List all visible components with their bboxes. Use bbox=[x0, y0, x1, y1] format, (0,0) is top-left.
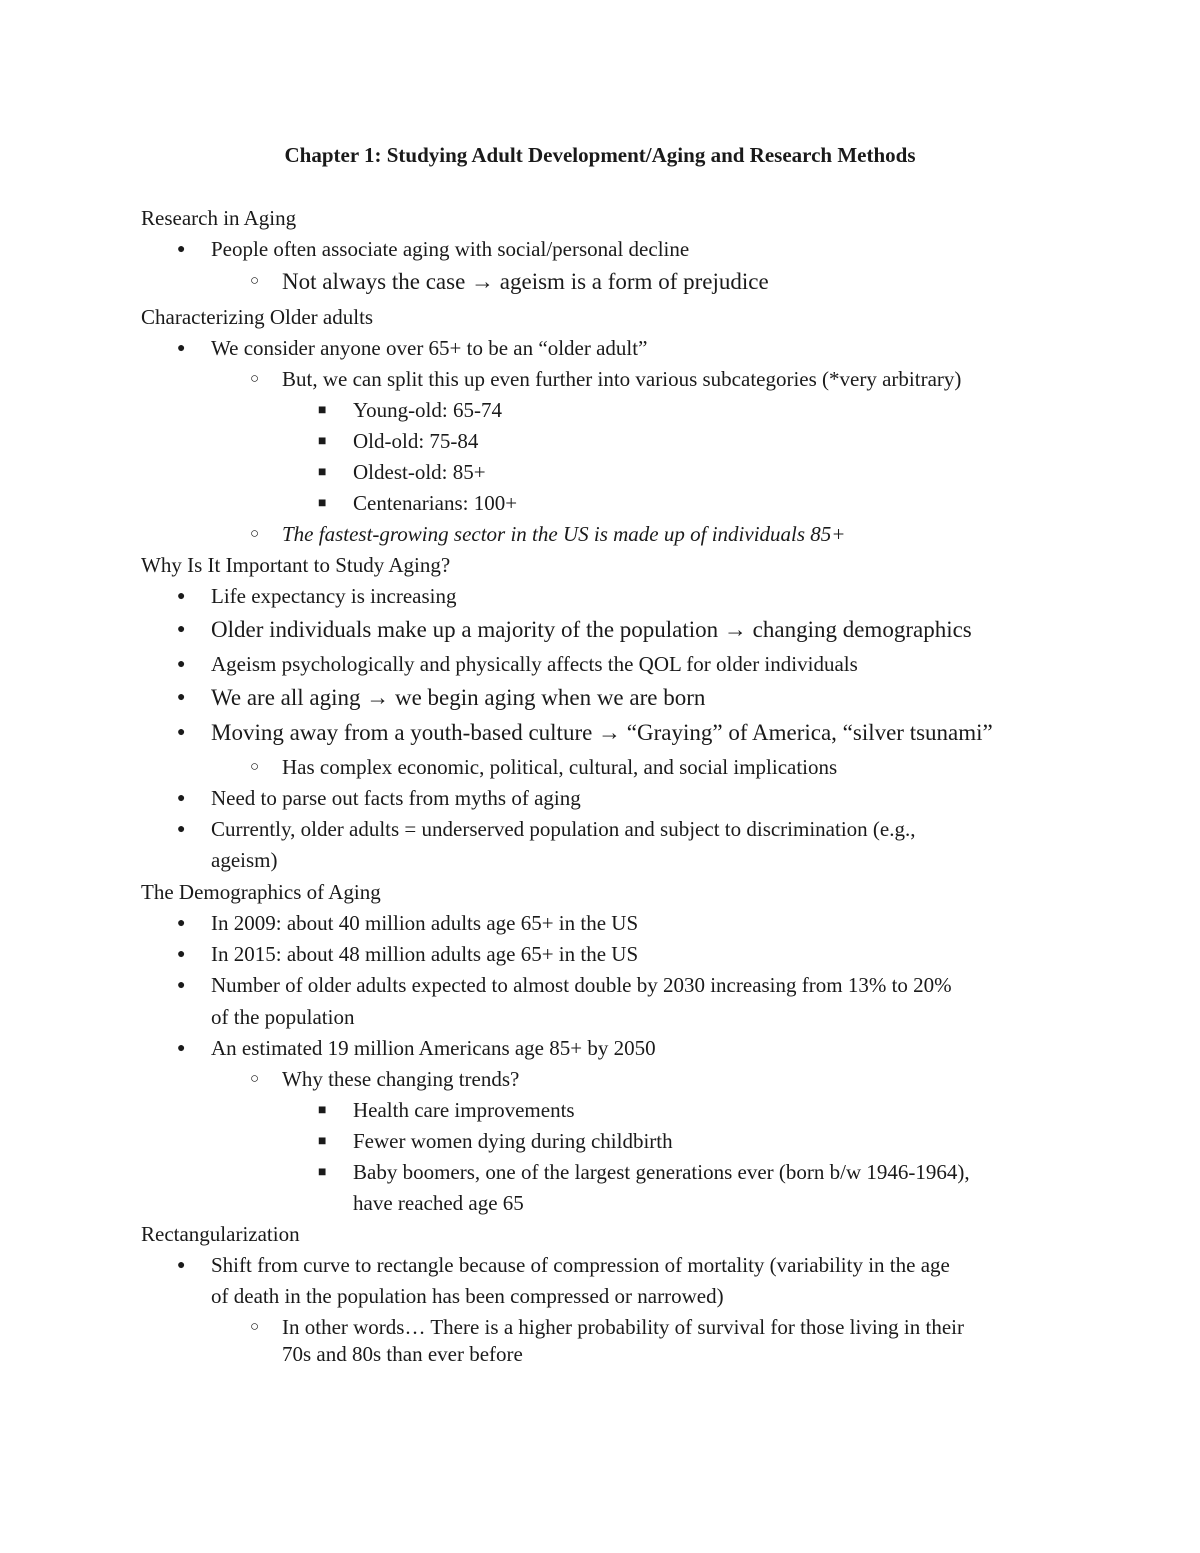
list-item: But, we can split this up even further into various subcategories (*very arbitrary) bbox=[282, 367, 962, 391]
list-item: We are all aging → we begin aging when we are born bbox=[211, 685, 706, 710]
list-item-continuation: have reached age 65 bbox=[353, 1191, 524, 1215]
bullet-level2: ○ bbox=[250, 759, 260, 775]
bullet-level1: ● bbox=[177, 690, 186, 705]
list-item: The fastest-growing sector in the US is made up of individuals 85+ bbox=[282, 522, 846, 546]
section-heading: The Demographics of Aging bbox=[141, 880, 381, 904]
list-item: In 2009: about 40 million adults age 65+ in the US bbox=[211, 911, 639, 935]
bullet-level1: ● bbox=[177, 725, 186, 740]
list-item: Why these changing trends? bbox=[282, 1067, 520, 1091]
bullet-level1: ● bbox=[177, 791, 186, 806]
list-item: Baby boomers, one of the largest generations ever (born b/w 1946-1964), bbox=[353, 1160, 970, 1184]
bullet-level1: ● bbox=[177, 978, 186, 993]
list-item: Has complex economic, political, cultural, and social implications bbox=[282, 755, 838, 779]
bullet-level3: ■ bbox=[318, 1134, 327, 1149]
section-heading: Research in Aging bbox=[141, 206, 297, 230]
section-heading: Characterizing Older adults bbox=[141, 305, 374, 329]
bullet-level3: ■ bbox=[318, 434, 327, 449]
list-item: In other words… There is a higher probability of survival for those living in their bbox=[282, 1315, 964, 1339]
bullet-level2: ○ bbox=[250, 1071, 260, 1087]
list-item-continuation: 70s and 80s than ever before bbox=[282, 1342, 523, 1366]
bullet-level1: ● bbox=[177, 622, 186, 637]
bullet-level1: ● bbox=[177, 822, 186, 837]
list-item: Older individuals make up a majority of the population → changing demographics bbox=[211, 617, 972, 642]
list-item: Number of older adults expected to almost double by 2030 increasing from 13% to 20% bbox=[211, 973, 952, 997]
list-item: Need to parse out facts from myths of aging bbox=[211, 786, 581, 810]
list-item: Ageism psychologically and physically affects the QOL for older individuals bbox=[211, 652, 858, 676]
list-item: Life expectancy is increasing bbox=[211, 584, 457, 608]
list-item: Currently, older adults = underserved population and subject to discrimination (e.g., bbox=[211, 817, 916, 841]
bullet-level1: ● bbox=[177, 916, 186, 931]
bullet-level1: ● bbox=[177, 657, 186, 672]
list-item: Oldest-old: 85+ bbox=[353, 460, 486, 484]
document-title: Chapter 1: Studying Adult Development/Aging and Research Methods bbox=[284, 143, 916, 167]
bullet-level1: ● bbox=[177, 242, 186, 257]
list-item: Young-old: 65-74 bbox=[353, 398, 502, 422]
bullet-level1: ● bbox=[177, 1041, 186, 1056]
list-item: Health care improvements bbox=[353, 1098, 575, 1122]
bullet-level1: ● bbox=[177, 947, 186, 962]
bullet-level1: ● bbox=[177, 589, 186, 604]
list-item: Old-old: 75-84 bbox=[353, 429, 479, 453]
section-heading: Rectangularization bbox=[141, 1222, 300, 1246]
list-item: An estimated 19 million Americans age 85+ by 2050 bbox=[211, 1036, 656, 1060]
bullet-level3: ■ bbox=[318, 403, 327, 418]
list-item: In 2015: about 48 million adults age 65+ in the US bbox=[211, 942, 639, 966]
list-item: Fewer women dying during childbirth bbox=[353, 1129, 673, 1153]
list-item: We consider anyone over 65+ to be an “older adult” bbox=[211, 336, 648, 360]
bullet-level2: ○ bbox=[250, 526, 260, 542]
list-item-continuation: ageism) bbox=[211, 848, 278, 872]
list-item-continuation: of the population bbox=[211, 1005, 355, 1029]
list-item: Centenarians: 100+ bbox=[353, 491, 518, 515]
bullet-level3: ■ bbox=[318, 496, 327, 511]
list-item-continuation: of death in the population has been compressed or narrowed) bbox=[211, 1284, 724, 1308]
bullet-level2: ○ bbox=[250, 273, 260, 289]
bullet-level1: ● bbox=[177, 341, 186, 356]
bullet-level3: ■ bbox=[318, 1165, 327, 1180]
bullet-level2: ○ bbox=[250, 1319, 260, 1335]
list-item: People often associate aging with social/personal decline bbox=[211, 237, 690, 261]
bullet-level1: ● bbox=[177, 1258, 186, 1273]
list-item: Not always the case → ageism is a form of prejudice bbox=[282, 269, 769, 294]
bullet-level3: ■ bbox=[318, 465, 327, 480]
section-heading: Why Is It Important to Study Aging? bbox=[141, 553, 451, 577]
list-item: Shift from curve to rectangle because of compression of mortality (variability in the age bbox=[211, 1253, 950, 1277]
bullet-level2: ○ bbox=[250, 371, 260, 387]
bullet-level3: ■ bbox=[318, 1103, 327, 1118]
list-item: Moving away from a youth-based culture → “Graying” of America, “silver tsunami” bbox=[211, 720, 993, 745]
